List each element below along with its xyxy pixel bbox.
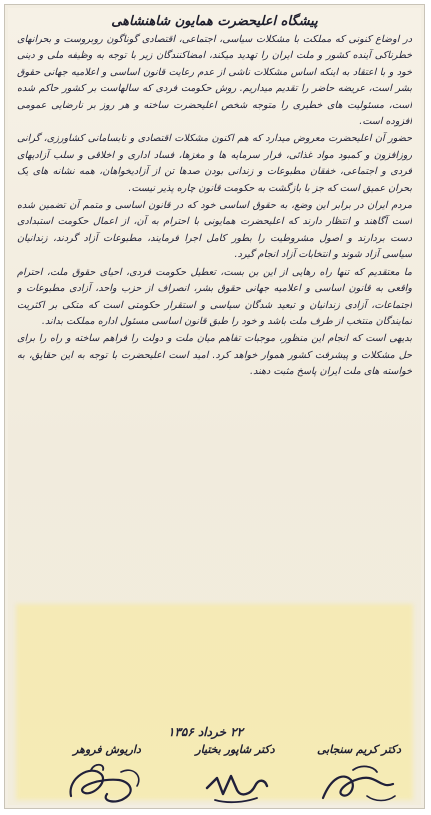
signatory-name: دکتر شاپور بختیار <box>195 743 275 756</box>
letter-paragraph: مردم ایران در برابر این وضع، به حقوق اساسی خود که در قانون اساسی و متمم آن تضمین شده است آگاهند و انتظار دارند که اعلیحضرت همایونی با احترام به آن، از اعمال حکومت استبدادی دست بردارند و اصول مشروطیت را بطور کامل اجرا فرمایند، مطبوعات آزاد گردند، زندانیان سیاسی آزاد شوند و انتخابات آزاد انجام گیرد. <box>17 200 412 261</box>
letter-paragraph: بدیهی است که انجام این منظور، موجبات تفاهم میان ملت و دولت را فراهم ساخته و راه را برای حل مشکلات و پیشرفت کشور هموار خواهد کرد. امید است اعلیحضرت با توجه به این حقایق، به خواسته های ملت ایران پاسخ مثبت دهند. <box>17 333 412 378</box>
signature-block-sanjabi <box>304 743 414 809</box>
handwritten-signature-icon <box>195 758 275 809</box>
signature-block-forouhar <box>52 743 162 809</box>
signature-block-bakhtiar <box>180 743 290 809</box>
letter-paragraph: حضور آن اعلیحضرت معروض میدارد که هم اکنون مشکلات اقتصادی و نابسامانی کشاورزی، گرانی روزافزون و کمبود مواد غذائی، فرار سرمایه ها و مغزها، فساد اداری و اخلاقی و سلب آزادیهای فردی و اجتماعی، خفقان مطبوعات و زندانی بودن صدها تن از آزادیخواهان، همه نشانه های یک بحران عمیق است که جز با بازگشت به حکومت قانون چاره پذیر نیست. <box>17 133 412 194</box>
letter-title: پیشگاه اعلیحضرت همایون شاهنشاهی <box>111 14 318 29</box>
document-frame <box>4 4 425 809</box>
handwritten-signature-icon <box>313 758 405 809</box>
letter-paragraph: ما معتقدیم که تنها راه رهایی از این بن بست، تعطیل حکومت فردی، احیای حقوق ملت، احترام واقعی به قانون اساسی و اعلامیه جهانی حقوق بشر، انصراف از حزب واحد، آزادی مطبوعات و اجتماعات، آزادی زندانیان و تبعید شدگان سیاسی و استقرار حکومتی است که متکی بر اکثریت نمایندگان منتخب از طرف ملت باشد و خود را طبق قانون اساسی مسئول اداره مملکت بداند. <box>17 266 412 327</box>
signatory-name: داریوش فروهر <box>73 743 141 756</box>
letter-paper <box>8 8 421 805</box>
signatory-name: دکتر کریم سنجابی <box>316 743 402 756</box>
handwritten-signature-icon <box>61 758 153 809</box>
letter-paragraph: در اوضاع کنونی که مملکت با مشکلات سیاسی، اجتماعی، اقتصادی گوناگون روبروست و بحرانهای خطرناکی آینده کشور و ملت ایران را تهدید میکند، امضاکنندگان زیر با توجه به وظیفه ملی و دینی خود و با اعتقاد به اینکه اساس مشکلات ناشی از عدم رعایت قانون اساسی و اعلامیه جهانی حقوق بشر است، عریضه حاضر را تقدیم میداریم. روش حکومت فردی که سالهاست بر کشور حاکم شده است، مسئولیت های خطیری را متوجه شخص اعلیحضرت ساخته و هر روز بر نارضایی عمومی افزوده است. <box>17 34 412 128</box>
letter-date: ۲۲ خرداد ۱۳۵۶ <box>168 725 244 739</box>
letter-body <box>17 32 412 667</box>
